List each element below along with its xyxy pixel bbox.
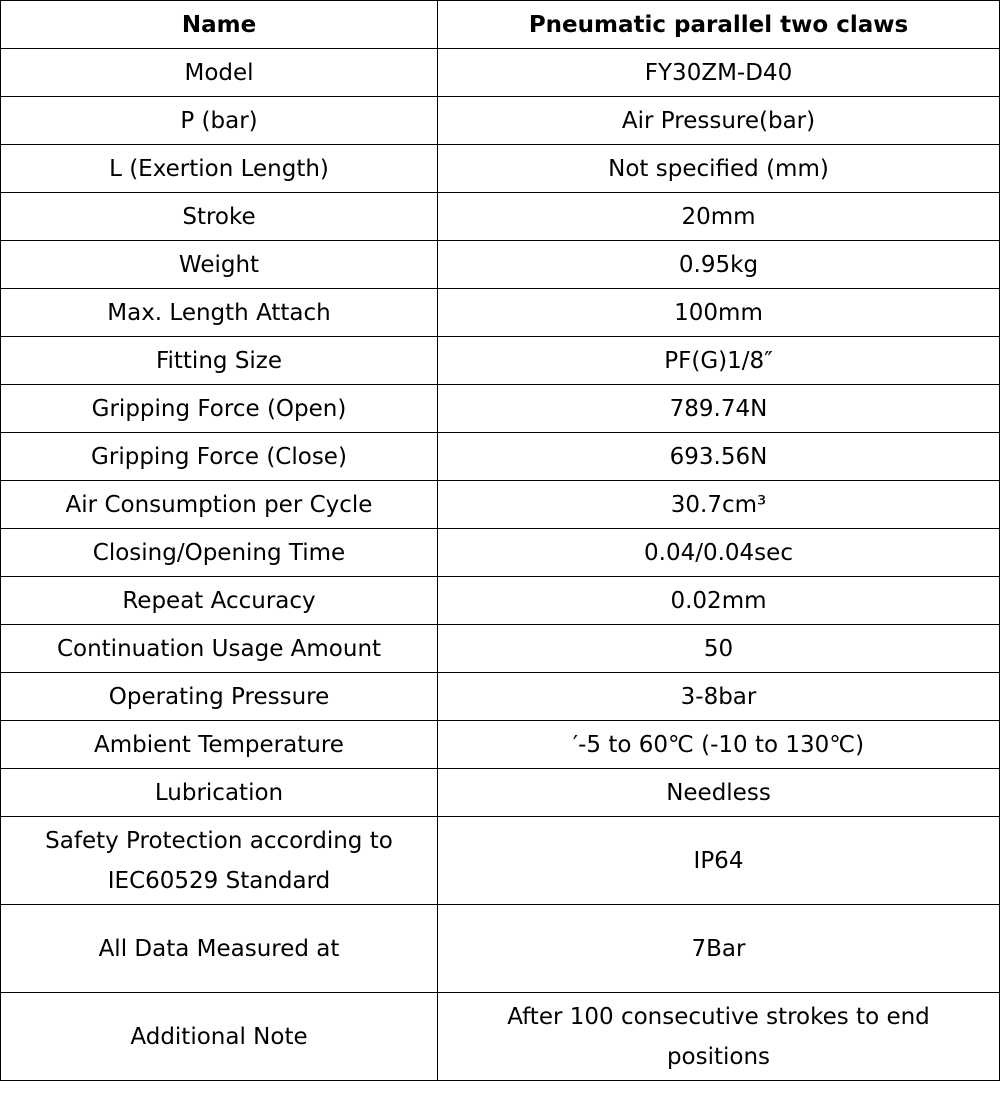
row-name-cell: Lubrication bbox=[1, 769, 438, 817]
row-value-cell: Needless bbox=[438, 769, 1000, 817]
row-value-cell: 30.7cm³ bbox=[438, 481, 1000, 529]
row-value-cell: 20mm bbox=[438, 193, 1000, 241]
table-row bbox=[1, 49, 1000, 97]
row-name-cell: Ambient Temperature bbox=[1, 721, 438, 769]
row-name-cell: Operating Pressure bbox=[1, 673, 438, 721]
table-row bbox=[1, 193, 1000, 241]
row-value-cell: 789.74N bbox=[438, 385, 1000, 433]
row-value-cell: 7Bar bbox=[438, 905, 1000, 993]
table-row bbox=[1, 145, 1000, 193]
table-row bbox=[1, 673, 1000, 721]
row-name-cell: Closing/Opening Time bbox=[1, 529, 438, 577]
row-name-cell: Gripping Force (Close) bbox=[1, 433, 438, 481]
table-row bbox=[1, 433, 1000, 481]
row-name-cell: Repeat Accuracy bbox=[1, 577, 438, 625]
row-value-cell: 0.02mm bbox=[438, 577, 1000, 625]
table-row bbox=[1, 97, 1000, 145]
header-value-cell: Pneumatic parallel two claws bbox=[438, 1, 1000, 49]
row-name-cell: Weight bbox=[1, 241, 438, 289]
row-value-cell: After 100 consecutive strokes to end positions bbox=[438, 993, 1000, 1081]
table-row bbox=[1, 721, 1000, 769]
row-name-cell: Stroke bbox=[1, 193, 438, 241]
table-row bbox=[1, 337, 1000, 385]
table-row bbox=[1, 769, 1000, 817]
row-value-cell: Air Pressure(bar) bbox=[438, 97, 1000, 145]
row-value-cell: 100mm bbox=[438, 289, 1000, 337]
header-name-cell: Name bbox=[1, 1, 438, 49]
row-name-cell: Fitting Size bbox=[1, 337, 438, 385]
table-row bbox=[1, 241, 1000, 289]
row-name-cell: All Data Measured at bbox=[1, 905, 438, 993]
row-value-cell: IP64 bbox=[438, 817, 1000, 905]
table-row bbox=[1, 817, 1000, 905]
row-value-cell: ′-5 to 60℃ (-10 to 130℃) bbox=[438, 721, 1000, 769]
table-row bbox=[1, 289, 1000, 337]
row-name-cell: Safety Protection according to IEC60529 Standard bbox=[1, 817, 438, 905]
row-value-cell: 0.04/0.04sec bbox=[438, 529, 1000, 577]
table-row bbox=[1, 481, 1000, 529]
table-header-row bbox=[1, 1, 1000, 49]
row-name-cell: Gripping Force (Open) bbox=[1, 385, 438, 433]
row-name-cell: P (bar) bbox=[1, 97, 438, 145]
table-row bbox=[1, 385, 1000, 433]
row-name-cell: Max. Length Attach bbox=[1, 289, 438, 337]
table-row bbox=[1, 529, 1000, 577]
row-value-cell: 50 bbox=[438, 625, 1000, 673]
row-value-cell: 693.56N bbox=[438, 433, 1000, 481]
row-name-cell: Air Consumption per Cycle bbox=[1, 481, 438, 529]
row-name-cell: L (Exertion Length) bbox=[1, 145, 438, 193]
table-row bbox=[1, 905, 1000, 993]
row-value-cell: Not specified (mm) bbox=[438, 145, 1000, 193]
row-value-cell: PF(G)1/8″ bbox=[438, 337, 1000, 385]
row-value-cell: FY30ZM-D40 bbox=[438, 49, 1000, 97]
row-name-cell: Additional Note bbox=[1, 993, 438, 1081]
row-name-cell: Model bbox=[1, 49, 438, 97]
row-name-cell: Continuation Usage Amount bbox=[1, 625, 438, 673]
row-value-cell: 3-8bar bbox=[438, 673, 1000, 721]
row-value-cell: 0.95kg bbox=[438, 241, 1000, 289]
table-row bbox=[1, 577, 1000, 625]
table-row bbox=[1, 993, 1000, 1081]
table-row bbox=[1, 625, 1000, 673]
